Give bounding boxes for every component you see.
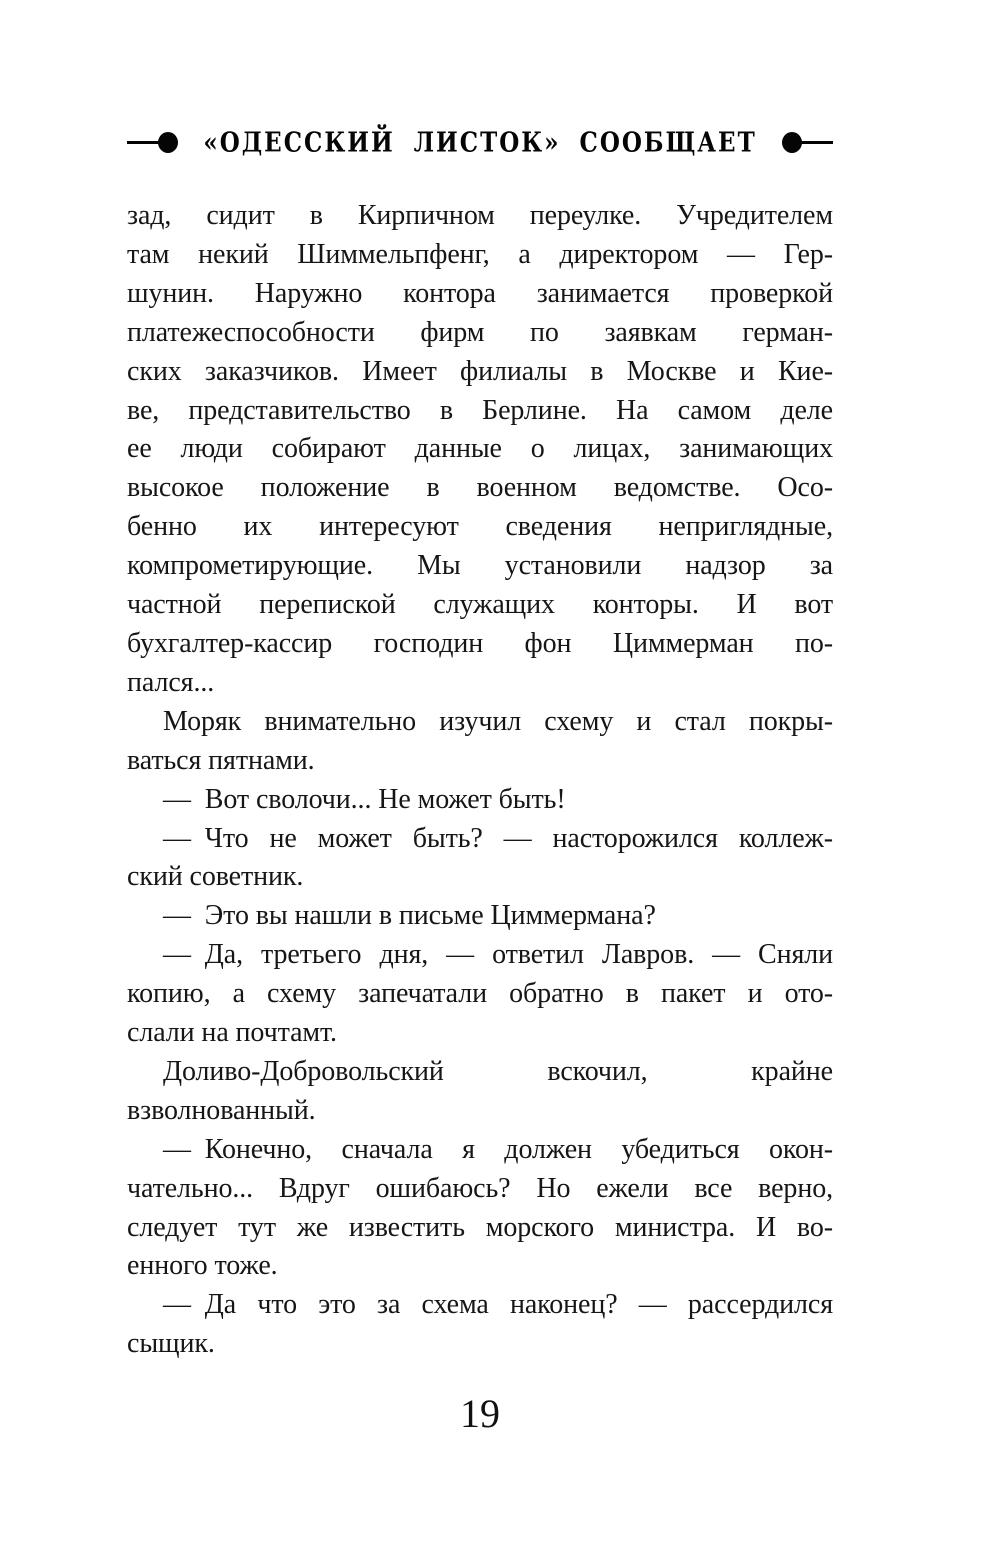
text-line: — Это вы нашли в письме Циммермана? bbox=[163, 900, 656, 932]
text-line: платежеспособности фирм по заявкам герман- bbox=[127, 316, 833, 348]
text-line: ваться пятнами. bbox=[127, 744, 315, 776]
text-line: — Вот сволочи... Не может быть! bbox=[163, 783, 566, 815]
text-line: ее люди собирают данные о лицах, занимающих bbox=[127, 433, 833, 465]
text-line: ве, представительство в Берлине. На самом деле bbox=[127, 394, 833, 426]
text-line: чательно... Вдруг ошибаюсь? Но ежели все верно, bbox=[127, 1172, 833, 1204]
text-line: — Конечно, сначала я должен убедиться окон- bbox=[163, 1133, 833, 1165]
text-line: Доливо-Добровольский вскочил, крайне bbox=[163, 1055, 833, 1087]
chapter-title: «ОДЕССКИЙ ЛИСТОК» СООБЩАЕТ bbox=[203, 126, 757, 159]
bullet-ornament-left bbox=[158, 132, 178, 153]
text-line: высокое положение в военном ведомстве. Осо- bbox=[127, 472, 833, 504]
text-line: — Что не может быть? — насторожился коллеж- bbox=[163, 822, 833, 854]
text-line: енного тоже. bbox=[127, 1250, 278, 1282]
header-rule-left bbox=[127, 141, 159, 144]
text-line: зад, сидит в Кирпичном переулке. Учредителем bbox=[127, 200, 833, 231]
text-line: там некий Шиммельпфенг, а директором — Гер- bbox=[127, 238, 833, 270]
page-number: 19 bbox=[460, 1391, 500, 1436]
text-line: слали на почтамт. bbox=[127, 1017, 337, 1049]
chapter-header bbox=[127, 126, 833, 159]
header-rule-right bbox=[801, 141, 833, 144]
text-line: копию, а схему запечатали обратно в пакет и ото- bbox=[127, 978, 833, 1010]
text-line: взволнованный. bbox=[127, 1094, 316, 1126]
text-line: сыщик. bbox=[127, 1328, 215, 1360]
text-line: пался... bbox=[127, 666, 215, 698]
text-line: следует тут же известить морского министра. И во- bbox=[127, 1211, 833, 1243]
text-line: — Да, третьего дня, — ответил Лавров. — Сняли bbox=[163, 939, 833, 971]
text-line: шунин. Наружно контора занимается проверкой bbox=[127, 277, 833, 309]
text-line: бенно их интересуют сведения неприглядные, bbox=[127, 511, 833, 543]
text-line: ский советник. bbox=[127, 861, 304, 893]
bullet-ornament-right bbox=[782, 132, 802, 153]
text-line: бухгалтер-кассир господин фон Циммерман по- bbox=[127, 627, 833, 659]
text-line: — Да что это за схема наконец? — рассердился bbox=[163, 1289, 833, 1321]
body-text bbox=[127, 197, 833, 1364]
text-line: Моряк внимательно изучил схему и стал покры- bbox=[163, 705, 833, 737]
text-line: ских заказчиков. Имеет филиалы в Москве и Кие- bbox=[127, 355, 833, 387]
text-line: частной перепиской служащих конторы. И вот bbox=[127, 589, 833, 621]
text-line: компрометирующие. Мы установили надзор за bbox=[127, 550, 833, 582]
